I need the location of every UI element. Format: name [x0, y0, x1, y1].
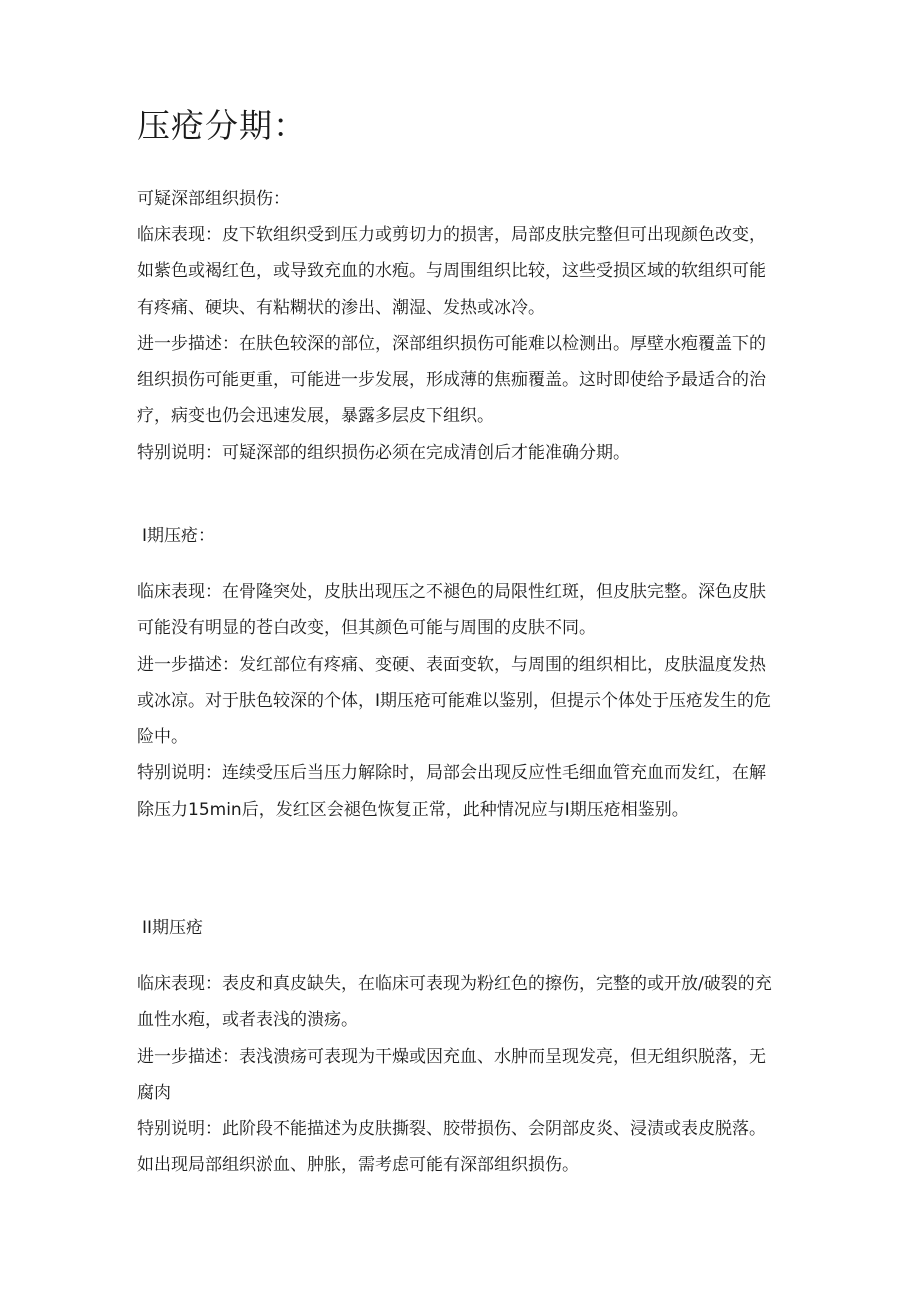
page-title: 压疮分期：	[137, 106, 307, 145]
section-stage-1	[137, 518, 779, 828]
paragraph-clinical-presentation: 临床表现：表皮和真皮缺失，在临床可表现为粉红色的擦伤，完整的或开放/破裂的充血性水疱，或者表浅的溃疡。	[137, 974, 772, 1031]
section-heading: II期压疮	[142, 918, 204, 938]
section-stage-2	[137, 910, 779, 1184]
paragraph-special-note: 特别说明：可疑深部的组织损伤必须在完成清创后才能准确分期。	[137, 442, 630, 463]
paragraph-special-note: 特别说明：此阶段不能描述为皮肤撕裂、胶带损伤、会阴部皮炎、浸渍或表皮脱落。如出现局部组织淤血、肿胀，需考虑可能有深部组织损伤。	[137, 1119, 766, 1176]
section-suspected-deep-tissue-injury	[137, 181, 779, 471]
paragraph-further-description: 进一步描述：表浅溃疡可表现为干燥或因充血、水肿而呈现发亮，但无组织脱落，无腐肉	[137, 1046, 766, 1103]
paragraph-further-description: 进一步描述：发红部位有疼痛、变硬、表面变软，与周围的组织相比，皮肤温度发热或冰凉。对于肤色较深的个体，I期压疮可能难以鉴别，但提示个体处于压疮发生的危险中。	[137, 654, 772, 748]
paragraph-special-note: 特别说明：连续受压后当压力解除时，局部会出现反应性毛细血管充血而发红，在解除压力15min后，发红区会褪色恢复正常，此种情况应与I期压疮相鉴别。	[137, 763, 766, 820]
section-heading: I期压疮：	[142, 526, 216, 546]
paragraph-clinical-presentation: 临床表现：皮下软组织受到压力或剪切力的损害，局部皮肤完整但可出现颜色改变，如紫色或褐红色，或导致充血的水疱。与周围组织比较，这些受损区域的软组织可能有疼痛、硬块、有粘糊状的渗出、潮湿、发热或冰冷。	[137, 225, 766, 318]
section-heading: 可疑深部组织损伤：	[137, 189, 290, 209]
paragraph-further-description: 进一步描述：在肤色较深的部位，深部组织损伤可能难以检测出。厚壁水疱覆盖下的组织损伤可能更重，可能进一步发展，形成薄的焦痂覆盖。这时即使给予最适合的治疗，病变也仍会迅速发展，暴露多层皮下组织。	[137, 333, 766, 427]
paragraph-clinical-presentation: 临床表现：在骨隆突处，皮肤出现压之不褪色的局限性红斑，但皮肤完整。深色皮肤可能没有明显的苍白改变，但其颜色可能与周围的皮肤不同。	[137, 582, 766, 639]
